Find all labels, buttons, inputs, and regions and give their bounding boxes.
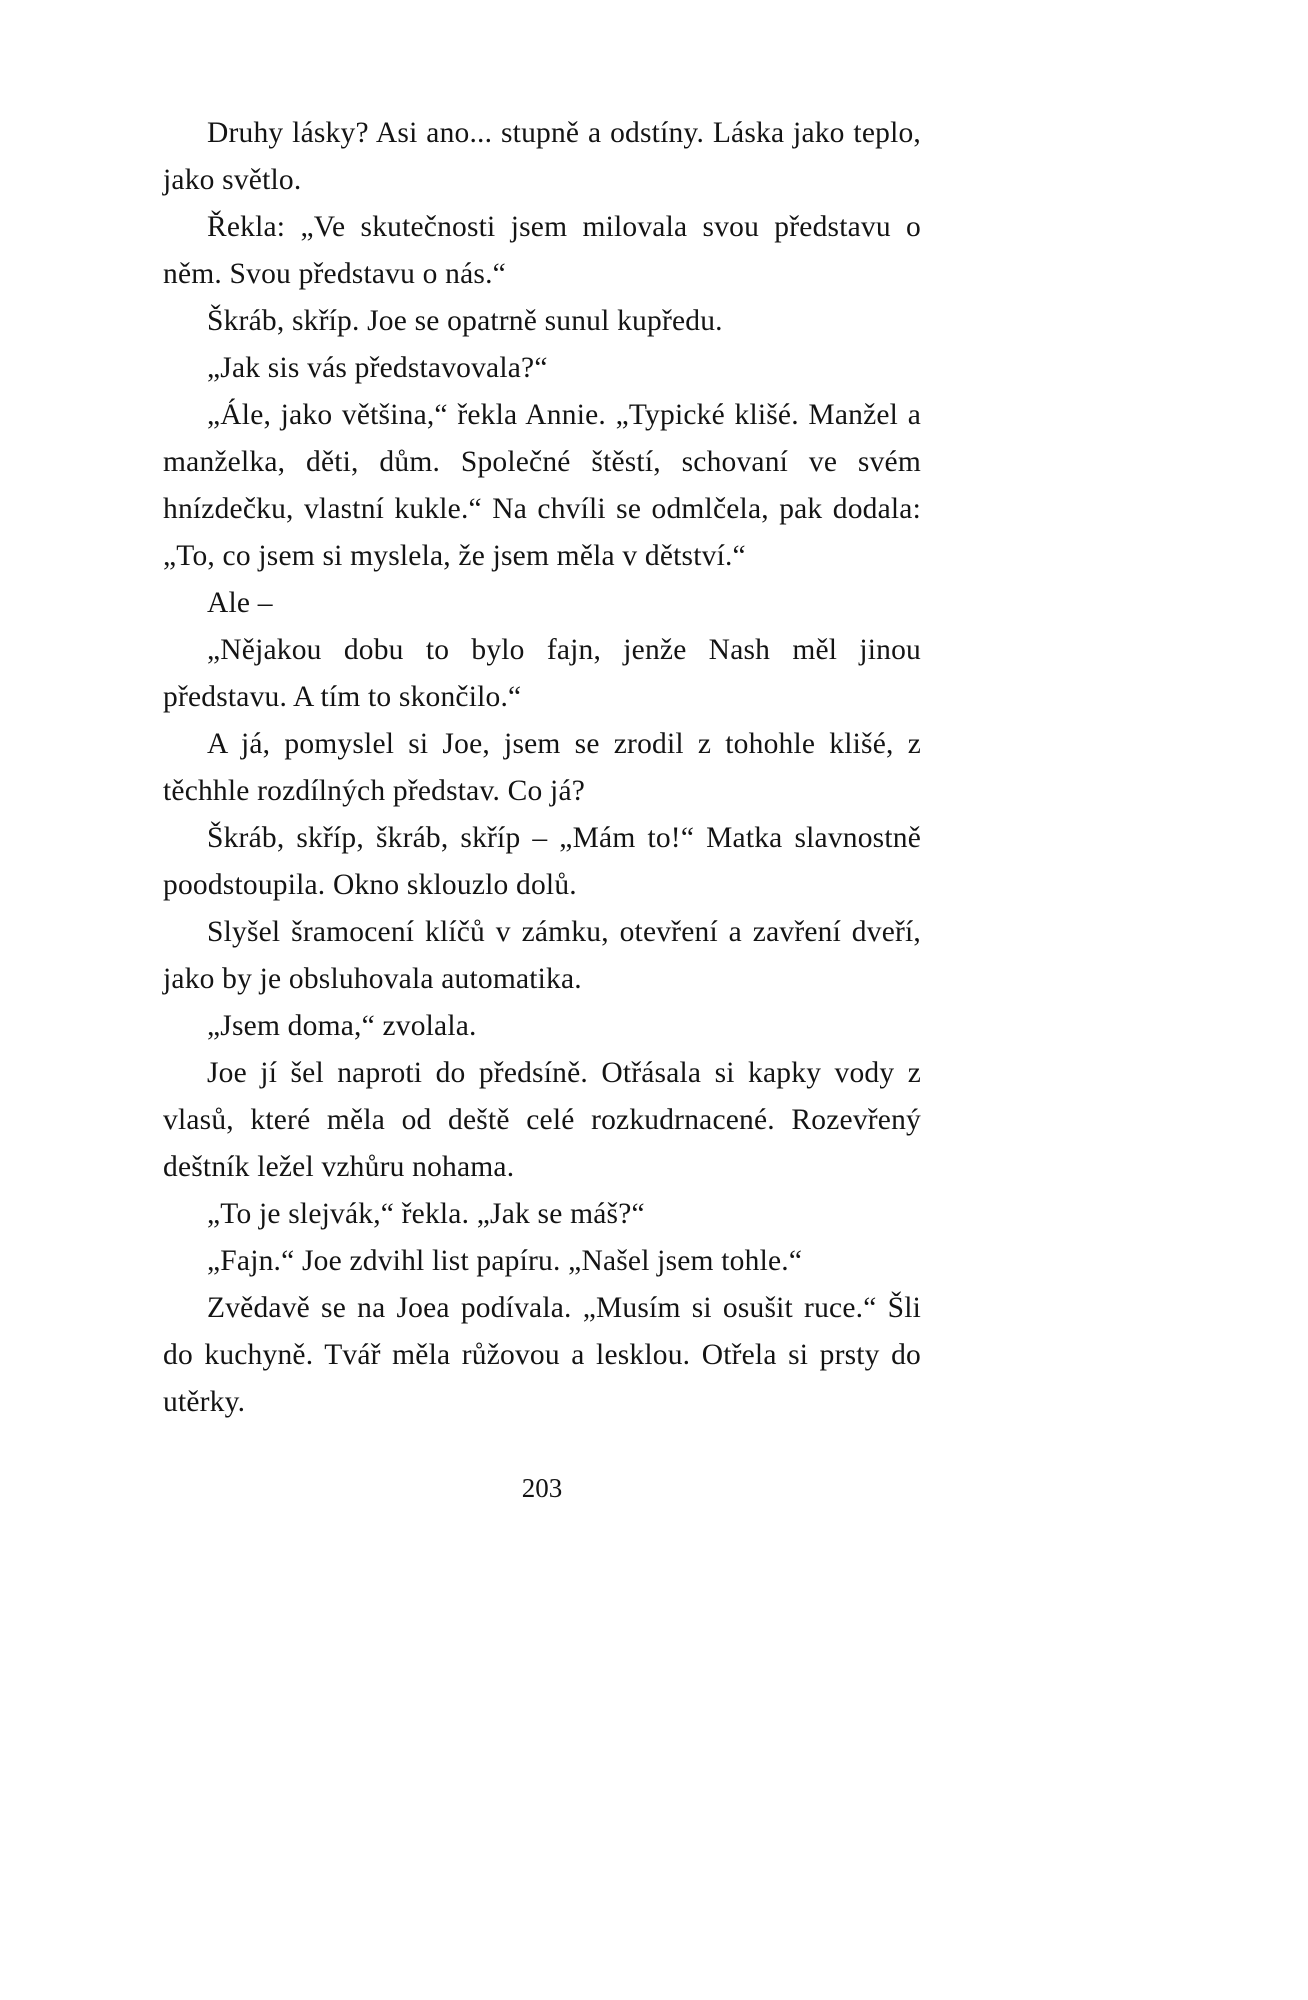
paragraph: „Jak sis vás představovala?“ (207, 352, 548, 384)
paragraph: „To je slejvák,“ řekla. „Jak se máš?“ (207, 1198, 645, 1230)
paragraph: Řekla: „Ve skutečnosti jsem milovala svou představu o něm. Svou představu o nás.“ (163, 211, 921, 290)
page-number: 203 (521, 1473, 563, 1503)
paragraph: Zvědavě se na Joea podívala. „Musím si osušit ruce.“ Šli do kuchyně. Tvář měla růžovou a lesklou. Otřela si prsty do utěrky. (163, 1292, 921, 1418)
paragraph: „Ále, jako většina,“ řekla Annie. „Typické klišé. Manžel a manželka, děti, dům. Společné štěstí, schovaní ve svém hnízdečku, vlastní kukle.“ Na chvíli se odmlčela, pak dodala: „To, co jsem si myslela, že jsem měla v dětství.“ (163, 399, 921, 572)
paragraph: Ale – (207, 587, 273, 619)
paragraph: A já, pomyslel si Joe, jsem se zrodil z tohohle klišé, z těchhle rozdílných představ. Co já? (163, 728, 921, 807)
paragraph: „Fajn.“ Joe zdvihl list papíru. „Našel jsem tohle.“ (207, 1245, 803, 1277)
paragraph: Slyšel šramocení klíčů v zámku, otevření a zavření dveří, jako by je obsluhovala automatika. (163, 916, 921, 995)
paragraph: Druhy lásky? Asi ano... stupně a odstíny. Láska jako teplo, jako světlo. (163, 117, 921, 196)
paragraph: „Nějakou dobu to bylo fajn, jenže Nash měl jinou představu. A tím to skončilo.“ (163, 634, 921, 713)
paragraph: „Jsem doma,“ zvolala. (207, 1010, 477, 1042)
paragraph: Škráb, skříp. Joe se opatrně sunul kupředu. (207, 305, 723, 337)
paragraph: Joe jí šel naproti do předsíně. Otřásala si kapky vody z vlasů, které měla od deště celé rozkudrnacené. Rozevřený deštník ležel vzhůru nohama. (163, 1057, 921, 1183)
text-block (163, 110, 921, 1426)
paragraph: Škráb, skříp, škráb, skříp – „Mám to!“ Matka slavnostně poodstoupila. Okno sklouzlo dolů. (163, 822, 921, 901)
